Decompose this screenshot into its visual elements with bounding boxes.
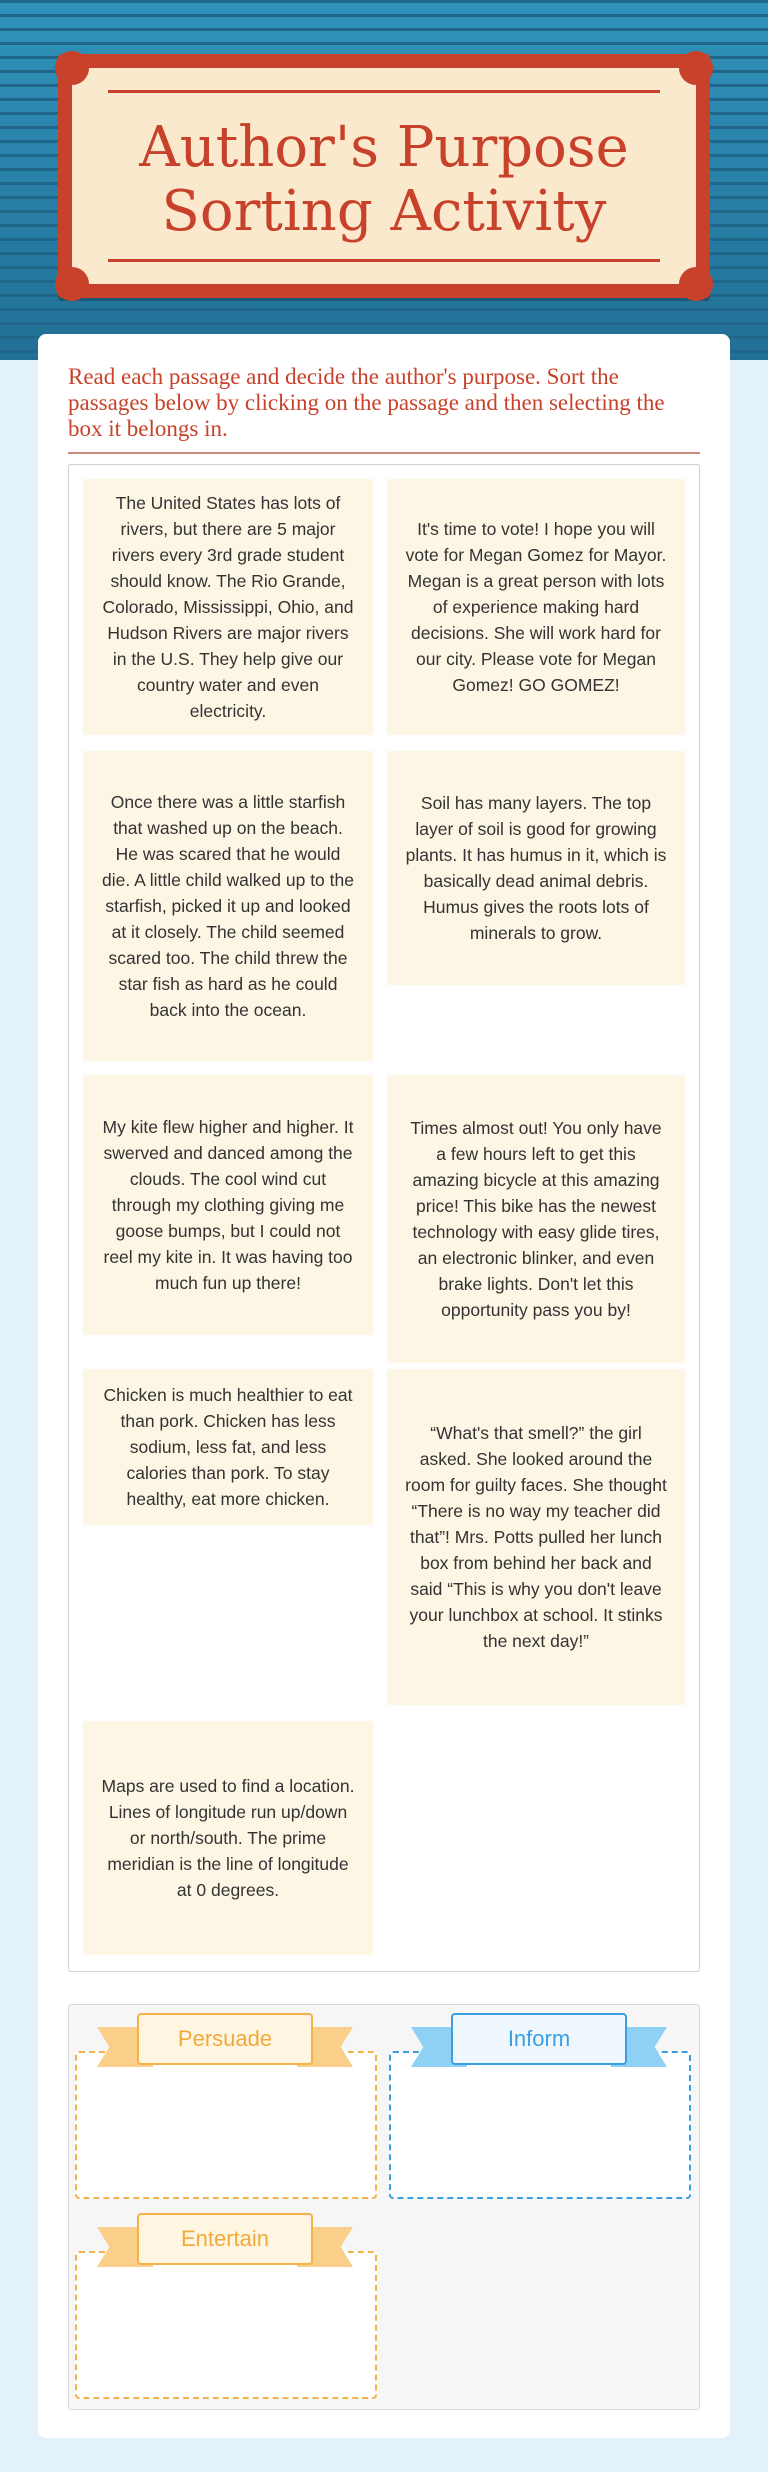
banner-paper — [72, 68, 696, 284]
passage-card[interactable] — [83, 751, 373, 1061]
passage-card[interactable] — [387, 479, 685, 735]
banner-corner — [55, 51, 89, 85]
activity-card — [38, 334, 730, 2438]
passage-card[interactable] — [387, 1075, 685, 1363]
passage-text: The United States has lots of rivers, but there are 5 major rivers every 3rd grade student should know. The Rio Grande, Colorado, Mississippi, Ohio, and Hudson Rivers are major rivers in the U.S. They help give our country water and even electricity. — [102, 493, 354, 721]
title-banner — [58, 54, 710, 298]
passage-text: Chicken is much healthier to eat than pork. Chicken has less sodium, less fat, and less calories than pork. To stay healthy, eat more chicken. — [103, 1385, 353, 1509]
passage-card[interactable] — [83, 1721, 373, 1955]
instructions-divider — [68, 452, 700, 454]
passage-text: Once there was a little starfish that washed up on the beach. He was scared that he would die. A little child walked up to the starfish, picked it up and looked at it closely. The child seemed scared too. The child threw the star fish as hard as he could back into the ocean. — [102, 792, 354, 1020]
entertain-label: Entertain — [137, 2213, 313, 2265]
passage-card[interactable] — [387, 1369, 685, 1705]
passage-text: It's time to vote! I hope you will vote for Megan Gomez for Mayor. Megan is a great person with lots of experience making hard decisions. She will work hard for our city. Please vote for Megan Gomez! GO GOMEZ! — [405, 519, 667, 695]
persuade-ribbon — [97, 2013, 353, 2071]
banner-rule-top — [108, 90, 660, 93]
passage-list — [68, 464, 700, 1972]
banner-rule-bottom — [108, 259, 660, 262]
passage-card[interactable] — [83, 1369, 373, 1525]
passage-card[interactable] — [83, 1075, 373, 1335]
persuade-dropbox[interactable] — [75, 2051, 377, 2199]
entertain-ribbon — [97, 2213, 353, 2271]
banner-corner — [55, 267, 89, 301]
banner-corner — [679, 267, 713, 301]
passage-text: My kite flew higher and higher. It swerved and danced among the clouds. The cool wind cut through my clothing giving me goose bumps, but I could not reel my kite in. It was having too much fun up there! — [102, 1117, 354, 1293]
passage-card[interactable] — [83, 479, 373, 735]
passage-text: Soil has many layers. The top layer of soil is good for growing plants. It has humus in it, which is basically dead animal debris. Humus gives the roots lots of minerals to grow. — [405, 793, 667, 943]
inform-ribbon — [411, 2013, 667, 2071]
inform-label: Inform — [451, 2013, 627, 2065]
passage-card[interactable] — [387, 751, 685, 985]
passage-text: Times almost out! You only have a few hours left to get this amazing bicycle at this amazing price! This bike has the newest technology with easy glide tires, an electronic blinker, and even brake lights. Don't let this opportunity pass you by! — [410, 1118, 662, 1320]
persuade-label: Persuade — [137, 2013, 313, 2065]
passage-text: “What's that smell?” the girl asked. She looked around the room for guilty faces. She thought “There is no way my teacher did that”! Mrs. Potts pulled her lunch box from behind her back and said “This is why you don't leave your lunchbox at school. It stinks the next day!” — [405, 1423, 667, 1651]
banner-corner — [679, 51, 713, 85]
instructions-text: Read each passage and decide the author's purpose. Sort the passages below by clicking on the passage and then selecting the box it belongs in. — [68, 364, 665, 441]
entertain-dropbox[interactable] — [75, 2251, 377, 2399]
page-title: Author's Purpose Sorting Activity — [139, 115, 629, 244]
inform-dropbox[interactable] — [389, 2051, 691, 2199]
sorting-area — [68, 2004, 700, 2410]
passage-text: Maps are used to find a location. Lines of longitude run up/down or north/south. The prime meridian is the line of longitude at 0 degrees. — [101, 1776, 355, 1900]
